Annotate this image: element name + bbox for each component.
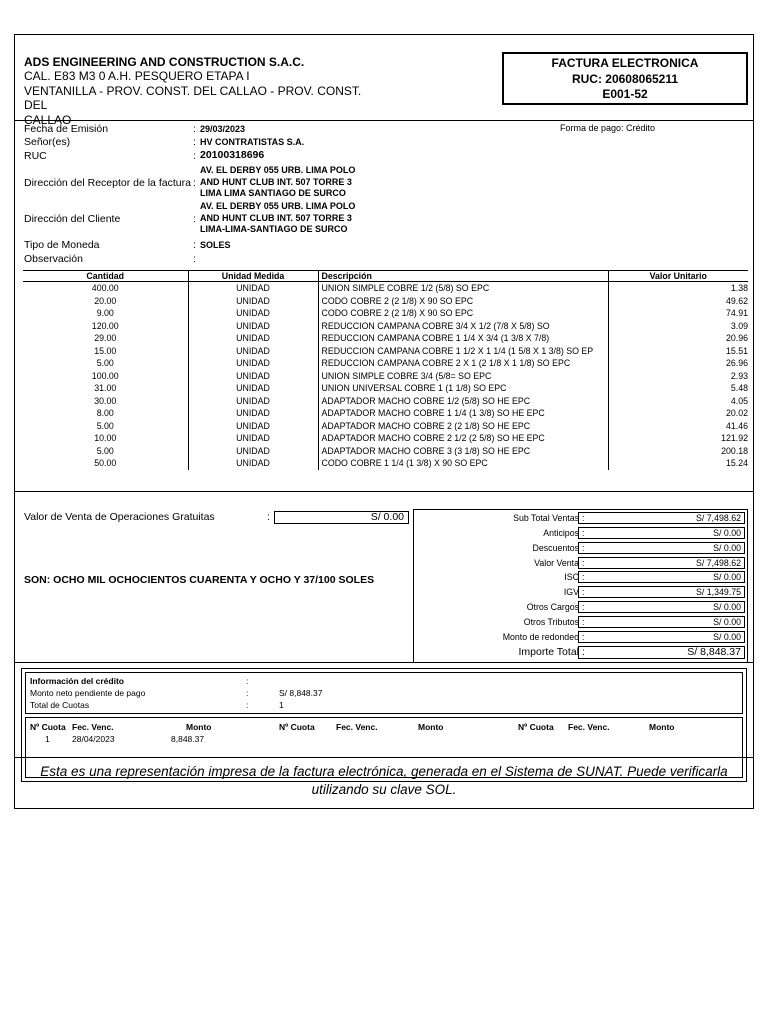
- amount-in-words: SON: OCHO MIL OCHOCIENTOS CUARENTA Y OCHO Y 37/100 SOLES: [24, 574, 375, 586]
- item-quantity: 20.00: [94, 295, 117, 306]
- item-description: ADAPTADOR MACHO COBRE 3 (3 1/8) SO HE EPC: [318, 445, 608, 458]
- colon: :: [193, 136, 196, 148]
- invoice-header: [15, 35, 753, 127]
- invoice-number: E001-52: [602, 87, 648, 101]
- table-row: [23, 382, 748, 395]
- colon: :: [193, 150, 196, 162]
- item-description: UNION UNIVERSAL COBRE 1 (1 1/8) SO EPC: [318, 382, 608, 395]
- currency-label: Tipo de Moneda: [24, 239, 100, 251]
- item-description: REDUCCION CAMPANA COBRE 3/4 X 1/2 (7/8 X 5/8) SO: [318, 320, 608, 333]
- item-quantity: 5.00: [96, 420, 114, 431]
- table-row: [23, 457, 748, 470]
- totals-value: S/ 0.00: [578, 542, 745, 554]
- customer-ruc-label: RUC: [24, 150, 47, 162]
- totals-value: S/ 0.00: [578, 631, 745, 643]
- col-header-unit: Unidad Medida: [188, 271, 318, 282]
- installment-date-header: Fec. Venc.: [336, 722, 378, 732]
- section-divider: [15, 491, 753, 492]
- free-ops-label: Valor de Venta de Operaciones Gratuitas: [24, 511, 215, 523]
- item-quantity: 9.00: [96, 308, 114, 318]
- item-quantity: 5.00: [96, 445, 114, 456]
- item-unit: UNIDAD: [188, 295, 318, 308]
- receiver-address-line: LIMA LIMA SANTIAGO DE SURCO: [200, 188, 346, 198]
- colon: :: [246, 688, 249, 698]
- totals-row: [414, 601, 749, 615]
- totals-value: S/ 7,498.62: [578, 512, 745, 524]
- installments-count-value: 1: [279, 700, 284, 710]
- item-unit-value: 20.96: [608, 332, 748, 345]
- issuer-ruc: RUC: 20608065211: [571, 71, 679, 86]
- item-unit: UNIDAD: [188, 345, 318, 358]
- table-row: [23, 295, 748, 308]
- item-unit-value: 4.05: [608, 395, 748, 408]
- item-description: UNION SIMPLE COBRE 3/4 (5/8= SO EPC: [318, 370, 608, 383]
- colon: :: [582, 572, 585, 582]
- invoice-type-title: FACTURA ELECTRONICA: [551, 56, 699, 70]
- totals-row: [414, 586, 749, 600]
- company-name: ADS ENGINEERING AND CONSTRUCTION S.A.C.: [24, 55, 305, 69]
- invoice-page: [14, 34, 754, 809]
- colon: :: [582, 646, 585, 658]
- colon: :: [582, 587, 585, 597]
- credit-title: Información del crédito: [30, 676, 124, 686]
- observation-label: Observación: [24, 253, 83, 265]
- section-divider: [15, 662, 753, 663]
- item-unit-value: 3.09: [608, 320, 748, 333]
- item-quantity: 30.00: [94, 395, 117, 406]
- item-unit-value: 1.38: [608, 282, 748, 295]
- client-address-line: LIMA-LIMA-SANTIAGO DE SURCO: [200, 224, 348, 234]
- item-unit: UNIDAD: [188, 395, 318, 408]
- totals-label: Descuentos: [532, 543, 579, 553]
- table-row: [23, 332, 748, 345]
- pending-amount-label: Monto neto pendiente de pago: [30, 688, 146, 698]
- installment-number-header: Nº Cuota: [279, 722, 315, 732]
- colon: :: [267, 511, 270, 523]
- installments-count-label: Total de Cuotas: [30, 700, 90, 710]
- totals-label: Monto de redondeo: [502, 632, 579, 642]
- totals-label: Otros Tributos: [523, 617, 579, 627]
- item-description: ADAPTADOR MACHO COBRE 2 1/2 (2 5/8) SO HE EPC: [318, 432, 608, 445]
- totals-row: [414, 646, 749, 660]
- table-row: [23, 370, 748, 383]
- company-address-line: VENTANILLA - PROV. CONST. DEL CALLAO - PROV. CONST. DEL: [24, 83, 362, 112]
- totals-value: S/ 1,349.75: [578, 586, 745, 598]
- credit-info: [25, 672, 743, 714]
- colon: :: [582, 602, 585, 612]
- items-table: [23, 270, 748, 470]
- item-quantity: 8.00: [96, 408, 114, 418]
- item-unit-value: 121.92: [608, 432, 748, 445]
- item-description: REDUCCION CAMPANA COBRE 1 1/4 X 3/4 (1 3/8 X 7/8): [318, 332, 608, 345]
- client-address-line: AV. EL DERBY 055 URB. LIMA POLO: [200, 201, 356, 211]
- item-quantity: 15.00: [94, 345, 117, 356]
- item-unit: UNIDAD: [188, 457, 318, 470]
- colon: :: [582, 558, 585, 568]
- receiver-address-line: AND HUNT CLUB INT. 507 TORRE 3: [200, 176, 352, 187]
- totals-value: S/ 8,848.37: [578, 646, 745, 659]
- totals-label: Importe Total: [518, 646, 579, 658]
- table-row: [23, 282, 748, 295]
- totals-row: [414, 557, 749, 571]
- issue-date-label: Fecha de Emisión: [24, 123, 109, 135]
- colon: :: [582, 632, 585, 642]
- item-unit-value: 20.02: [608, 407, 748, 420]
- table-row: [23, 407, 748, 420]
- colon: :: [582, 528, 585, 538]
- item-description: ADAPTADOR MACHO COBRE 2 (2 1/8) SO HE EPC: [318, 420, 608, 433]
- item-quantity: 400.00: [91, 283, 119, 293]
- currency-value: SOLES: [200, 240, 231, 250]
- header-divider: [15, 120, 753, 121]
- item-description: REDUCCION CAMPANA COBRE 1 1/2 X 1 1/4 (1 5/8 X 1 3/8) SO EP: [318, 345, 608, 358]
- company-address-line: CALLAO: [24, 112, 72, 127]
- client-address-line: AND HUNT CLUB INT. 507 TORRE 3: [200, 212, 352, 223]
- item-unit-value: 26.96: [608, 357, 748, 370]
- installment-amount-header: Monto: [418, 722, 444, 732]
- colon: :: [246, 676, 249, 686]
- free-ops-value: S/ 0.00: [274, 511, 409, 524]
- item-quantity: 29.00: [94, 333, 117, 343]
- installment-date-header: Fec. Venc.: [72, 722, 114, 732]
- table-row: [23, 307, 748, 320]
- item-unit: UNIDAD: [188, 307, 318, 320]
- table-row: [23, 345, 748, 358]
- item-unit: UNIDAD: [188, 370, 318, 383]
- item-unit: UNIDAD: [188, 432, 318, 445]
- item-quantity: 50.00: [94, 458, 117, 468]
- totals-row: [414, 527, 749, 541]
- table-row: [23, 420, 748, 433]
- item-unit: UNIDAD: [188, 420, 318, 433]
- totals-row: [414, 542, 749, 556]
- item-quantity: 31.00: [94, 383, 117, 393]
- totals-row: [414, 616, 749, 630]
- footer-divider: [15, 757, 753, 758]
- totals-value: S/ 0.00: [578, 571, 745, 583]
- totals-value: S/ 0.00: [578, 616, 745, 628]
- installment-amount-header: Monto: [186, 722, 212, 732]
- colon: :: [582, 617, 585, 627]
- client-address-label: Dirección del Cliente: [24, 213, 121, 225]
- item-unit: UNIDAD: [188, 445, 318, 458]
- totals-row: [414, 571, 749, 585]
- item-description: CODO COBRE 2 (2 1/8) X 90 SO EPC: [318, 307, 608, 320]
- col-header-unit-value: Valor Unitario: [608, 271, 748, 282]
- receiver-address-value: [200, 165, 355, 200]
- installment-number-header: Nº Cuota: [30, 722, 66, 732]
- col-header-quantity: Cantidad: [23, 271, 188, 282]
- company-address-line: CAL. E83 M3 0 A.H. PESQUERO ETAPA I: [24, 69, 250, 83]
- installment-amount: 8,848.37: [171, 734, 205, 744]
- table-row: [23, 395, 748, 408]
- client-address-value: [200, 201, 355, 236]
- item-quantity: 5.00: [96, 358, 114, 368]
- item-unit-value: 15.24: [608, 457, 748, 470]
- totals-box: [413, 509, 748, 663]
- item-unit-value: 200.18: [608, 445, 748, 458]
- receiver-address-line: AV. EL DERBY 055 URB. LIMA POLO: [200, 165, 356, 175]
- totals-label: Sub Total Ventas: [513, 513, 579, 523]
- item-description: UNION SIMPLE COBRE 1/2 (5/8) SO EPC: [318, 282, 608, 295]
- totals-value: S/ 0.00: [578, 527, 745, 539]
- company-address: [24, 69, 384, 127]
- totals-row: [414, 631, 749, 645]
- colon: :: [193, 213, 196, 225]
- totals-label: ISC: [564, 572, 579, 582]
- items-body: [23, 282, 748, 470]
- totals-label: Anticipos: [543, 528, 579, 538]
- installment-number-header: Nº Cuota: [518, 722, 554, 732]
- customer-value: HV CONTRATISTAS S.A.: [200, 137, 305, 147]
- item-unit: UNIDAD: [188, 282, 318, 295]
- item-quantity: 10.00: [94, 433, 117, 443]
- installment-amount-header: Monto: [649, 722, 675, 732]
- item-unit: UNIDAD: [188, 382, 318, 395]
- colon: :: [582, 513, 585, 523]
- totals-value: S/ 0.00: [578, 601, 745, 613]
- totals-label: Valor Venta: [534, 558, 579, 568]
- colon: :: [246, 700, 249, 710]
- sunat-disclaimer: Esta es una representación impresa de la factura electrónica, generada en el Sistema de SUNAT. Puede verificarla utilizando su clave SOL.: [40, 764, 728, 797]
- item-unit-value: 49.62: [608, 295, 748, 308]
- table-row: [23, 445, 748, 458]
- pending-amount-value: S/ 8,848.37: [279, 688, 323, 698]
- customer-label: Señor(es): [24, 136, 71, 148]
- col-header-description: Descripción: [318, 271, 608, 282]
- item-unit-value: 41.46: [608, 420, 748, 433]
- item-unit-value: 5.48: [608, 382, 748, 395]
- table-row: [23, 432, 748, 445]
- receiver-address-label: Dirección del Receptor de la factura: [24, 177, 191, 189]
- item-description: CODO COBRE 2 (2 1/8) X 90 SO EPC: [318, 295, 608, 308]
- colon: :: [193, 177, 196, 189]
- items-header-row: [23, 271, 748, 282]
- item-unit: UNIDAD: [188, 320, 318, 333]
- payment-method: Forma de pago: Crédito: [560, 123, 656, 133]
- item-unit-value: 15.51: [608, 345, 748, 358]
- item-unit: UNIDAD: [188, 407, 318, 420]
- item-quantity: 120.00: [91, 320, 119, 331]
- colon: :: [193, 253, 196, 265]
- colon: :: [582, 543, 585, 553]
- customer-ruc-value: 20100318696: [200, 149, 265, 161]
- item-description: CODO COBRE 1 1/4 (1 3/8) X 90 SO EPC: [318, 457, 608, 470]
- totals-value: S/ 7,498.62: [578, 557, 745, 569]
- table-row: [23, 320, 748, 333]
- totals-row: [414, 512, 749, 526]
- item-description: ADAPTADOR MACHO COBRE 1/2 (5/8) SO HE EPC: [318, 395, 608, 408]
- item-unit-value: 74.91: [608, 307, 748, 320]
- table-row: [23, 357, 748, 370]
- colon: :: [193, 239, 196, 251]
- item-unit: UNIDAD: [188, 357, 318, 370]
- item-unit: UNIDAD: [188, 332, 318, 345]
- installment-number: 1: [45, 734, 50, 744]
- installment-date-header: Fec. Venc.: [568, 722, 610, 732]
- totals-label: Otros Cargos: [526, 602, 579, 612]
- installment-date: 28/04/2023: [72, 734, 115, 744]
- item-quantity: 100.00: [91, 370, 119, 381]
- invoice-id-box: [502, 52, 748, 105]
- issue-date-value: 29/03/2023: [200, 124, 246, 134]
- item-unit-value: 2.93: [608, 370, 748, 383]
- totals-label: IGV: [563, 587, 579, 597]
- colon: :: [193, 123, 196, 135]
- item-description: ADAPTADOR MACHO COBRE 1 1/4 (1 3/8) SO HE EPC: [318, 407, 608, 420]
- item-description: REDUCCION CAMPANA COBRE 2 X 1 (2 1/8 X 1 1/8) SO EPC: [318, 357, 608, 370]
